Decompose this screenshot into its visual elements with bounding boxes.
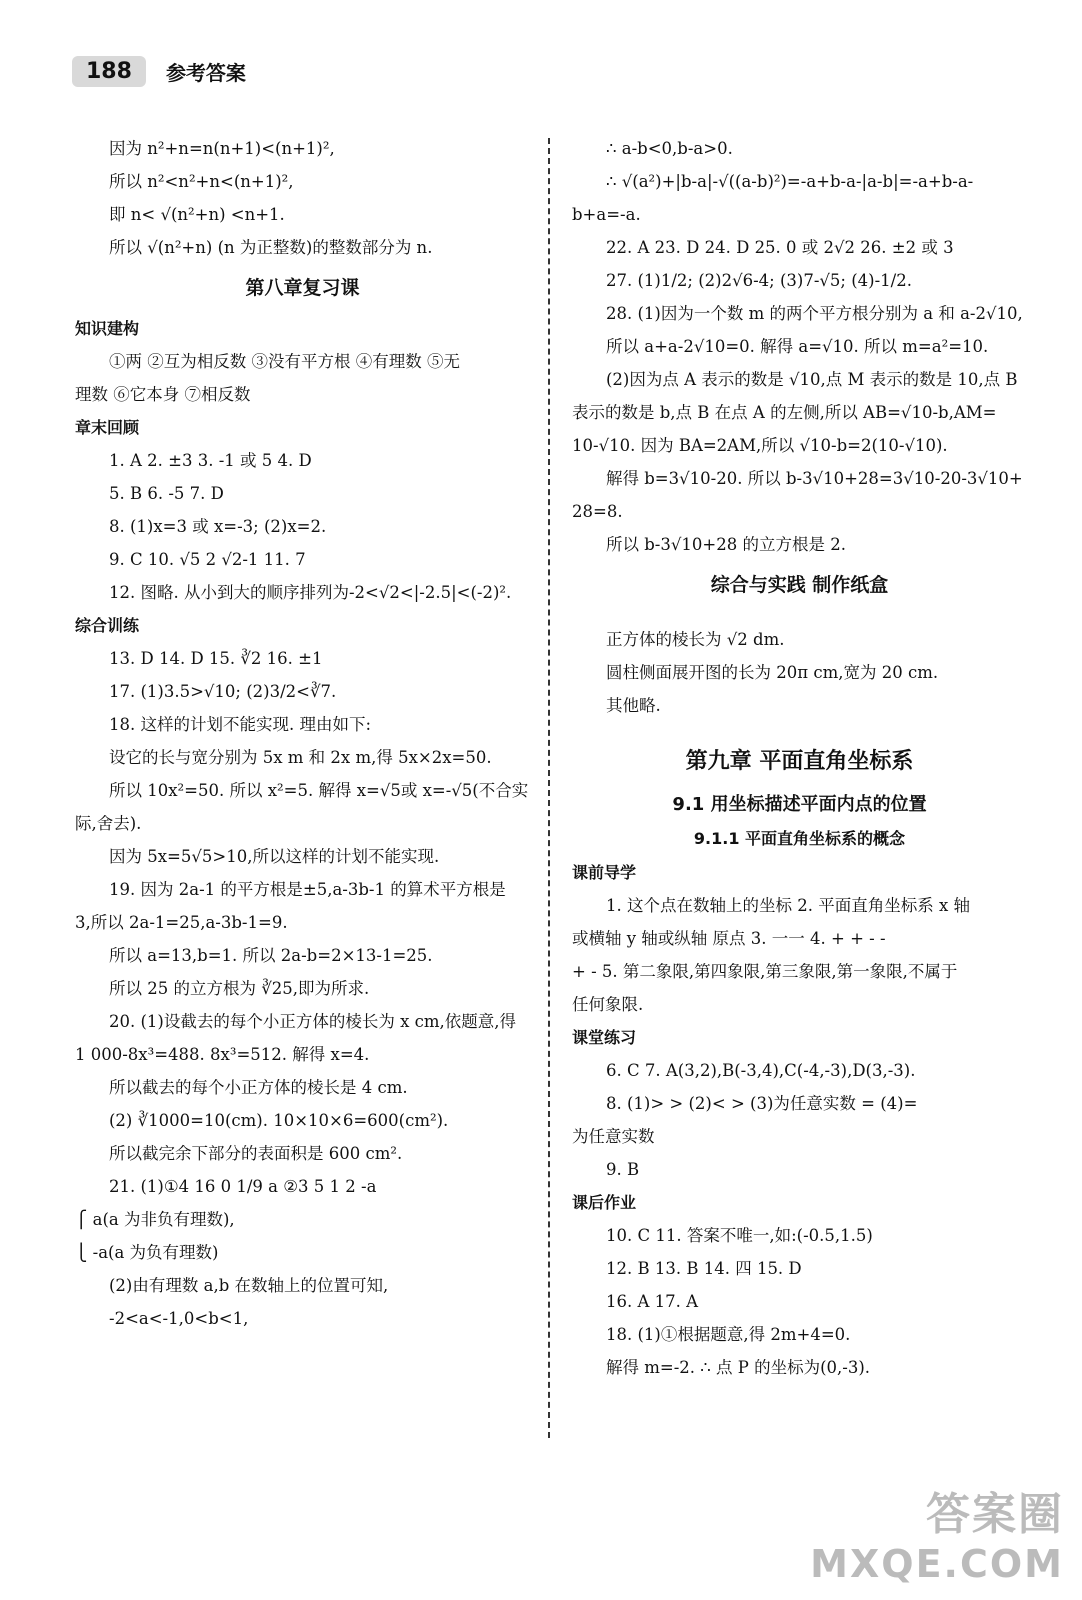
preclass-heading: 课前导学	[572, 863, 637, 882]
answer-line: 所以 a=13,b=1. 所以 2a-b=2×13-1=25.	[109, 946, 433, 965]
answer-line: 5. B 6. -5 7. D	[109, 484, 224, 503]
chapter9-title: 第九章 平面直角坐标系	[685, 749, 914, 774]
review-heading: 章末回顾	[75, 418, 140, 437]
answer-line: 3,所以 2a-1=25,a-3b-1=9.	[75, 913, 288, 932]
text-line: 即 n< √(n²+n) <n+1.	[109, 205, 285, 224]
comprehensive-heading: 综合训练	[75, 616, 140, 635]
watermark-url: MXQE.COM	[810, 1542, 1064, 1586]
answer-line: 9. C 10. √5 2 √2-1 11. 7	[109, 550, 306, 569]
answer-line: 6. C 7. A(3,2),B(-3,4),C(-4,-3),D(3,-3).	[606, 1061, 916, 1080]
answer-line: 18. 这样的计划不能实现. 理由如下:	[109, 715, 372, 734]
answer-line: 解得 b=3√10-20. 所以 b-3√10+28=3√10-20-3√10+	[606, 469, 1023, 488]
column-divider	[548, 138, 550, 1438]
answer-line: + - 5. 第二象限,第四象限,第三象限,第一象限,不属于	[572, 962, 958, 981]
answer-line: 27. (1)1/2; (2)2√6-4; (3)7-√5; (4)-1/2.	[606, 271, 912, 290]
answer-line: 圆柱侧面展开图的长为 20π cm,宽为 20 cm.	[606, 663, 939, 682]
answer-line: 8. (1)> > (2)< > (3)为任意实数 = (4)=	[606, 1094, 918, 1113]
answer-line: 所以 a+a-2√10=0. 解得 a=√10. 所以 m=a²=10.	[606, 337, 989, 356]
answer-line: 设它的长与宽分别为 5x m 和 2x m,得 5x×2x=50.	[109, 748, 492, 767]
watermark-text: 答案圈	[926, 1489, 1064, 1540]
answer-line: 12. B 13. B 14. 四 15. D	[606, 1259, 802, 1278]
practice-section-title: 综合与实践 制作纸盒	[710, 574, 889, 596]
page-header	[72, 56, 246, 87]
text-line: 所以 n²<n²+n<(n+1)²,	[109, 172, 294, 191]
piecewise-line: ⎧ a(a 为非负有理数),	[75, 1210, 235, 1229]
answer-line: 10-√10. 因为 BA=2AM,所以 √10-b=2(10-√10).	[572, 436, 948, 455]
answer-line: 17. (1)3.5>√10; (2)3/2<∛7.	[109, 682, 337, 701]
answer-line: ∴ √(a²)+|b-a|-√((a-b)²)=-a+b-a-|a-b|=-a+b-a-	[606, 172, 974, 191]
answer-line: 16. A 17. A	[606, 1292, 699, 1311]
answer-line: (2)由有理数 a,b 在数轴上的位置可知,	[109, 1276, 389, 1295]
answer-line: 所以 b-3√10+28 的立方根是 2.	[606, 535, 846, 554]
chapter8-review-title: 第八章复习课	[245, 277, 360, 299]
answer-line: 13. D 14. D 15. ∛2 16. ±1	[109, 649, 323, 668]
subsection-9-1-1-title: 9.1.1 平面直角坐标系的概念	[693, 829, 906, 848]
classwork-heading: 课堂练习	[572, 1028, 637, 1047]
answer-line: 18. (1)①根据题意,得 2m+4=0.	[606, 1325, 851, 1344]
answer-line: 28. (1)因为一个数 m 的两个平方根分别为 a 和 a-2√10,	[606, 304, 1023, 323]
answer-line: 解得 m=-2. ∴ 点 P 的坐标为(0,-3).	[606, 1358, 871, 1377]
answer-line: 8. (1)x=3 或 x=-3; (2)x=2.	[109, 517, 327, 536]
answer-line: 或横轴 y 轴或纵轴 原点 3. 一一 4. + + - -	[572, 929, 886, 948]
answer-line: (2) ∛1000=10(cm). 10×10×6=600(cm²).	[109, 1111, 449, 1130]
answer-line: 任何象限.	[572, 995, 644, 1014]
answer-line: 19. 因为 2a-1 的平方根是±5,a-3b-1 的算术平方根是	[109, 880, 506, 899]
page-title: 参考答案	[165, 61, 246, 85]
answer-line: (2)因为点 A 表示的数是 √10,点 M 表示的数是 10,点 B	[606, 370, 1018, 389]
answer-line: 所以截完余下部分的表面积是 600 cm².	[109, 1144, 403, 1163]
answer-line: 21. (1)①4 16 0 1/9 a ②3 5 1 2 -a	[109, 1177, 377, 1196]
answer-line: 12. 图略. 从小到大的顺序排列为-2<√2<|-2.5|<(-2)².	[109, 583, 512, 602]
piecewise-line: ⎩ -a(a 为负有理数)	[75, 1243, 219, 1262]
answer-line: 9. B	[606, 1160, 640, 1179]
text-line: 因为 n²+n=n(n+1)<(n+1)²,	[109, 139, 335, 158]
right-column	[572, 132, 1027, 1384]
answer-line: 为任意实数	[572, 1127, 655, 1146]
answer-line: 所以截去的每个小正方体的棱长是 4 cm.	[109, 1078, 408, 1097]
answer-line: 其他略.	[606, 696, 661, 715]
answer-line: 10. C 11. 答案不唯一,如:(-0.5,1.5)	[606, 1226, 873, 1245]
section-9-1-title: 9.1 用坐标描述平面内点的位置	[672, 794, 927, 815]
answer-line: 所以 25 的立方根为 ∛25,即为所求.	[109, 979, 370, 998]
answer-line: 因为 5x=5√5>10,所以这样的计划不能实现.	[109, 847, 440, 866]
watermark-logo	[810, 1478, 1064, 1586]
answer-line: 22. A 23. D 24. D 25. 0 或 2√2 26. ±2 或 3	[606, 238, 954, 257]
knowledge-heading: 知识建构	[75, 319, 140, 338]
homework-heading: 课后作业	[572, 1193, 637, 1212]
answer-line: 1. 这个点在数轴上的坐标 2. 平面直角坐标系 x 轴	[606, 896, 971, 915]
answer-line: -2<a<-1,0<b<1,	[109, 1309, 249, 1328]
answer-line: 所以 10x²=50. 所以 x²=5. 解得 x=√5或 x=-√5(不合实	[109, 781, 529, 800]
answer-line: b+a=-a.	[572, 205, 641, 224]
answer-line: 1. A 2. ±3 3. -1 或 5 4. D	[109, 451, 312, 470]
text-line: 所以 √(n²+n) (n 为正整数)的整数部分为 n.	[109, 238, 433, 257]
page-number: 188	[72, 56, 146, 87]
answer-line: ∴ a-b<0,b-a>0.	[606, 139, 733, 158]
left-column	[75, 132, 530, 1335]
answer-line: 1 000-8x³=488. 8x³=512. 解得 x=4.	[75, 1045, 370, 1064]
answer-line: 正方体的棱长为 √2 dm.	[606, 630, 785, 649]
answer-line: 表示的数是 b,点 B 在点 A 的左侧,所以 AB=√10-b,AM=	[572, 403, 997, 422]
answer-line: 际,舍去).	[75, 814, 142, 833]
answer-line: 20. (1)设截去的每个小正方体的棱长为 x cm,依题意,得	[109, 1012, 517, 1031]
text-line: 理数 ⑥它本身 ⑦相反数	[75, 385, 251, 404]
text-line: ①两 ②互为相反数 ③没有平方根 ④有理数 ⑤无	[109, 352, 460, 371]
answer-line: 28=8.	[572, 502, 623, 521]
